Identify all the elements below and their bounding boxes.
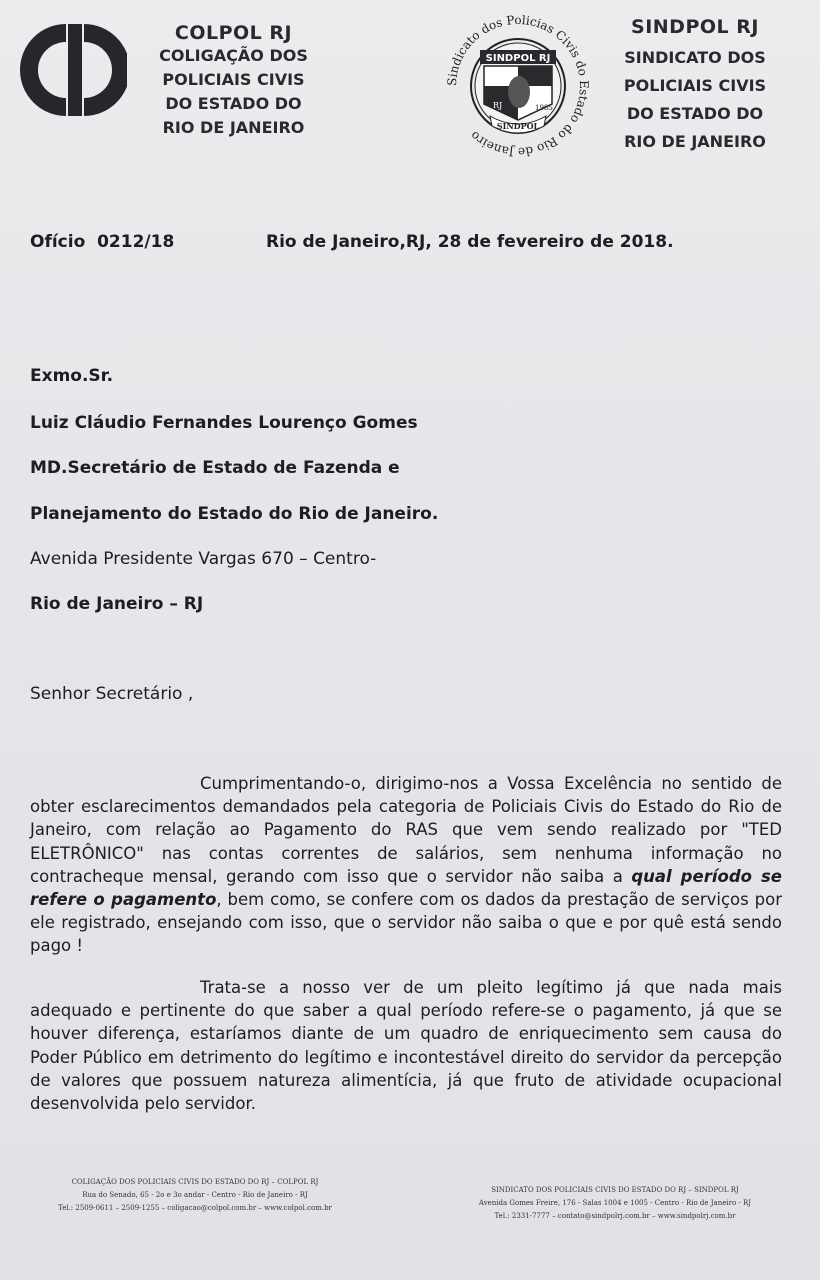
- greeting: Senhor Secretário ,: [30, 684, 194, 704]
- body-paragraph: [30, 772, 782, 958]
- paragraph-text: Trata-se a nosso ver de um pleito legítimo já que nada mais adequado e pertinente do que saber a qual período refere-se o pagamento, já que se houver diferença, estaríamos diante de um quadro de enriquecimento sem causa do Poder Público em detrimento do legítimo e incontestável direito do servidor da percepção de valores que possuem natureza alimentícia, já que fruto de atividade ocupacional desenvolvida pelo servidor.: [30, 978, 782, 1114]
- colpol-heading: [146, 22, 321, 140]
- seal-banner: SINDPOL RJ: [485, 53, 551, 64]
- colpol-line: RIO DE JANEIRO: [162, 118, 305, 137]
- seal-right-mark: 1985: [535, 104, 553, 112]
- recipient-name: Luiz Cláudio Fernandes Lourenço Gomes: [30, 413, 418, 433]
- recipient-role: MD.Secretário de Estado de Fazenda e: [30, 458, 400, 478]
- footer-line: Avenida Gomes Freire, 176 - Salas 1004 e 1005 - Centro - Rio de Janeiro - RJ: [478, 1199, 752, 1207]
- letter-date: Rio de Janeiro,RJ, 28 de fevereiro de 2018.: [266, 232, 674, 252]
- paragraph-text: Cumprimentando-o, dirigimo-nos a Vossa Excelência no sentido de obter esclarecimentos demandados pela categoria de Policiais Civis do Estado do Rio de Janeiro, com relação ao Pagamento do RAS que vem sendo realizado por "TED ELETRÔNICO" nas contas correntes de salários, sem nenhuma informação no contracheque mensal, gerando com isso que o servidor não saiba a: [30, 774, 782, 886]
- sindpol-line: POLICIAIS CIVIS: [623, 76, 767, 95]
- footer-colpol: [50, 1176, 340, 1215]
- colpol-line: DO ESTADO DO: [165, 94, 302, 113]
- recipient-role: Planejamento do Estado do Rio de Janeiro.: [30, 504, 439, 524]
- footer-line: COLIGAÇÃO DOS POLICIAIS CIVIS DO ESTADO DO RJ – COLPOL RJ: [71, 1178, 319, 1186]
- sindpol-heading: [606, 16, 784, 156]
- seal-ring-text: Sindicato dos Policias Civis do Estado do Rio de Janeiro: [444, 12, 592, 160]
- recipient-salutation: Exmo.Sr.: [30, 366, 114, 386]
- reference-number: Ofício 0212/18: [30, 232, 175, 252]
- recipient-city: Rio de Janeiro – RJ: [30, 594, 204, 614]
- recipient-address: Avenida Presidente Vargas 670 – Centro-: [30, 549, 377, 569]
- colpol-title: COLPOL RJ: [174, 22, 293, 44]
- seal-left-mark: RJ: [493, 101, 503, 110]
- sindpol-line: DO ESTADO DO: [626, 104, 764, 123]
- body-paragraph: [30, 976, 782, 1115]
- footer-line: Tel.: 2331-7777 – contato@sindpolrj.com.br – www.sindpolrj.com.br: [494, 1212, 736, 1220]
- paragraph-emphasis: qual período se refere o pagamento: [30, 866, 782, 910]
- paragraph-text: , bem como, se confere com os dados da prestação de serviços por ele registrado, ensejando com isso, que o servidor não saiba o que e por quê está sendo pago !: [30, 890, 782, 956]
- footer-line: Rua do Senado, 65 - 2o e 3o andar - Centro - Rio de Janeiro - RJ: [82, 1191, 308, 1199]
- sindpol-seal-icon: [440, 8, 596, 164]
- sindpol-title: SINDPOL RJ: [631, 16, 759, 38]
- footer-line: Tel.: 2509-0611 – 2509-1255 – coligacao@colpol.com.br – www.colpol.com.br: [58, 1204, 332, 1212]
- colpol-line: COLIGAÇÃO DOS: [159, 46, 308, 65]
- footer-line: SINDICATO DOS POLICIAIS CIVIS DO ESTADO DO RJ – SINDPOL RJ: [491, 1186, 739, 1194]
- sindpol-line: RIO DE JANEIRO: [624, 132, 766, 151]
- colpol-line: POLICIAIS CIVIS: [162, 70, 305, 89]
- footer-sindpol: [470, 1184, 760, 1223]
- colpol-logo-icon: [12, 18, 127, 123]
- seal-ribbon: SINDPOL: [496, 121, 540, 131]
- sindpol-line: SINDICATO DOS: [624, 48, 766, 67]
